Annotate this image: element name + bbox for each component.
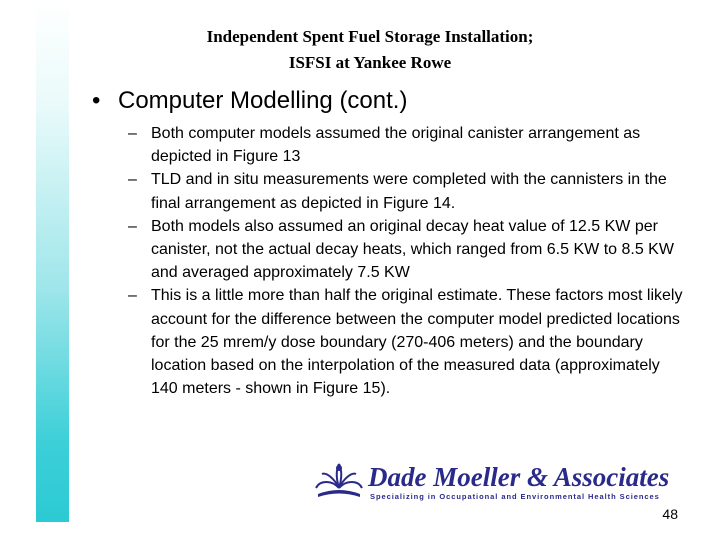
main-heading bbox=[92, 86, 407, 116]
heading-bullet: • bbox=[92, 87, 101, 114]
sub-point-text: TLD and in situ measurements were completed with the cannisters in the final arrangement as depicted in Figure 14. bbox=[151, 171, 667, 212]
sub-point-text: This is a little more than half the original estimate. These factors most likely account for the difference between the computer model predicted locations for the 25 mrem/y dose boundary (270-406 meters) and the boundary location based on the interpolation of the measured data (approximately 140 meters - shown in Figure 15). bbox=[151, 287, 683, 398]
atom-flower-icon bbox=[312, 460, 366, 500]
sub-point-list bbox=[128, 122, 688, 400]
company-logo bbox=[312, 460, 688, 504]
sub-point-text: Both models also assumed an original decay heat value of 12.5 KW per canister, not the actual decay heats, which ranged from 6.5 KW to 8.5 KW and averaged approximately 7.5 KW bbox=[151, 217, 674, 282]
logo-name: Dade Moeller & Associates bbox=[368, 462, 670, 492]
dash-marker: – bbox=[128, 287, 137, 305]
list-item bbox=[128, 122, 688, 168]
dash-marker: – bbox=[128, 171, 137, 189]
sub-point-text: Both computer models assumed the original canister arrangement as depicted in Figure 13 bbox=[151, 125, 641, 166]
logo-tagline: Specializing in Occupational and Environmental Health Sciences bbox=[370, 492, 660, 501]
list-item bbox=[128, 168, 688, 214]
dash-marker: – bbox=[128, 217, 137, 235]
sidebar-gradient-bar bbox=[36, 0, 69, 522]
list-item bbox=[128, 215, 688, 285]
dash-marker: – bbox=[128, 125, 137, 142]
slide-title bbox=[100, 24, 640, 76]
page-number: 48 bbox=[662, 506, 678, 522]
list-item bbox=[128, 284, 688, 400]
heading-text: Computer Modelling (cont.) bbox=[118, 87, 408, 114]
title-line-1: Independent Spent Fuel Storage Installation; bbox=[206, 27, 534, 46]
title-line-2: ISFSI at Yankee Rowe bbox=[288, 53, 452, 72]
